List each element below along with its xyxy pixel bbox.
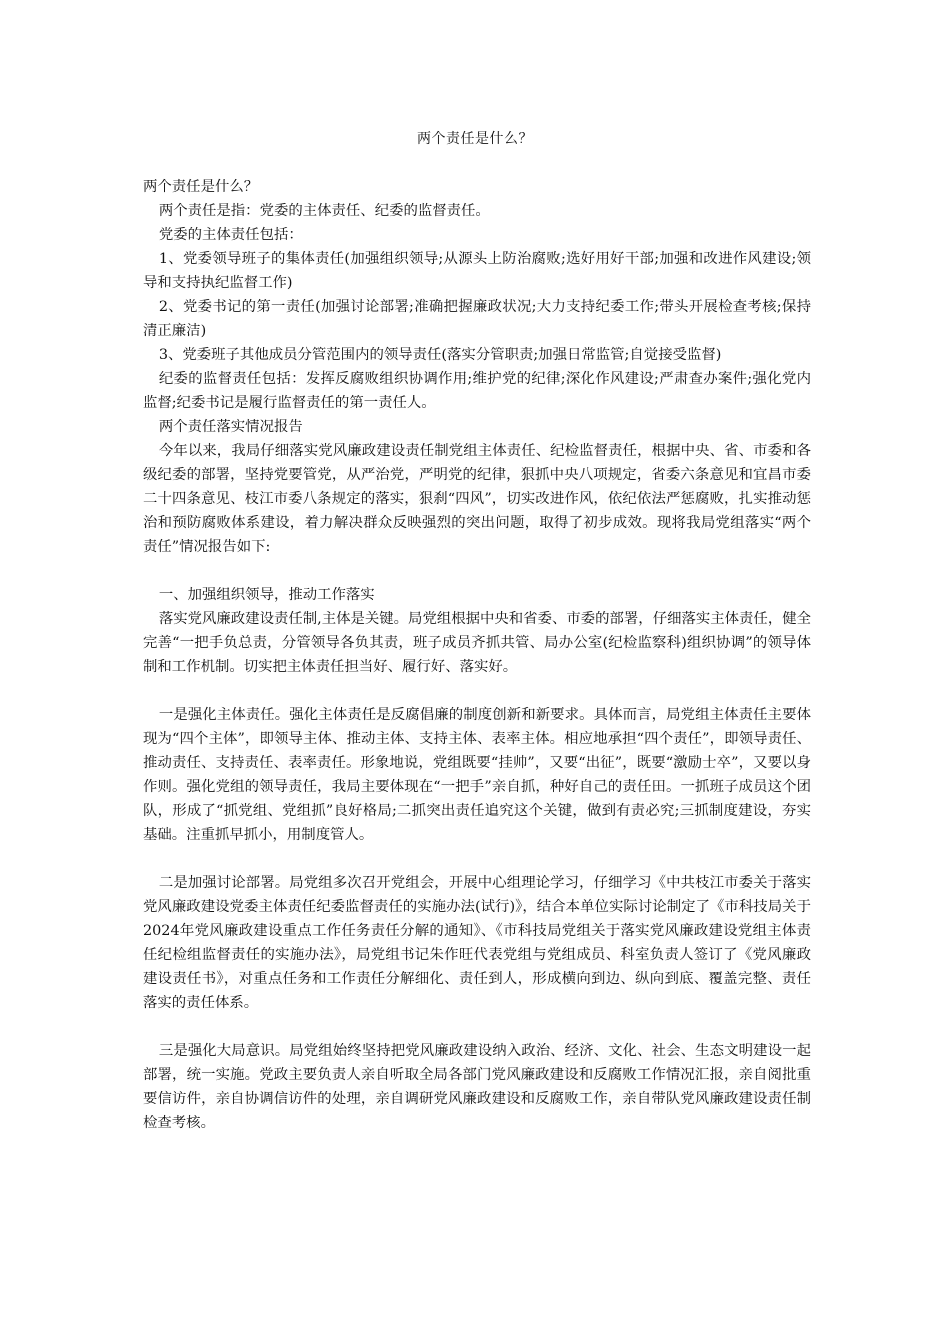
paragraph: 今年以来，我局仔细落实党风廉政建设责任制党组主体责任、纪检监督责任，根据中央、省、市委和各级纪委的部署，坚持党要管党，从严治党，严明党的纪律，狠抓中央八项规定，省委六条意见和宜昌市委二十四条意见、枝江市委八条规定的落实，狠刹“四风”，切实改进作风，依纪依法严惩腐败，扎实推动惩治和预防腐败体系建设，着力解决群众反映强烈的突出问题，取得了初步成效。现将我局党组落实“两个责任”情况报告如下: xyxy=(143,443,811,555)
paragraph: 1、党委领导班子的集体责任(加强组织领导;从源头上防治腐败;选好用好干部;加强和改进作风建设;领导和支持执纪监督工作) xyxy=(143,251,811,291)
paragraph: 两个责任是什么？ xyxy=(143,179,259,195)
paragraph: 一是强化主体责任。强化主体责任是反腐倡廉的制度创新和新要求。具体而言，局党组主体责任主要体现为“四个主体”，即领导主体、推动主体、支持主体、表率主体。相应地承担“四个责任”，即领导责任、推动责任、支持责任、表率责任。形象地说，党组既要“挂帅”，又要“出征”，既要“激励士卒”，又要以身作则。强化党组的领导责任，我局主要体现在“一把手”亲自抓，种好自己的责任田。一抓班子成员这个团队，形成了“抓党组、党组抓”良好格局;二抓突出责任追究这个关键，做到有责必究;三抓制度建设，夯实基础。注重抓早抓小，用制度管人。 xyxy=(143,707,811,843)
paragraph: 两个责任落实情况报告 xyxy=(158,419,303,435)
paragraph: 两个责任是指：党委的主体责任、纪委的监督责任。 xyxy=(158,203,490,219)
paragraph: 纪委的监督责任包括：发挥反腐败组织协调作用;维护党的纪律;深化作风建设;严肃查办案件;强化党内监督;纪委书记是履行监督责任的第一责任人。 xyxy=(143,371,811,411)
paragraph: 一、加强组织领导，推动工作落实 xyxy=(158,587,375,603)
paragraph: 落实党风廉政建设责任制,主体是关键。局党组根据中央和省委、市委的部署，仔细落实主体责任，健全完善“一把手负总责，分管领导各负其责，班子成员齐抓共管、局办公室(纪检监察科)组织协调”的领导体制和工作机制。切实把主体责任担当好、履行好、落实好。 xyxy=(143,611,811,675)
paragraph: 二是加强讨论部署。局党组多次召开党组会，开展中心组理论学习，仔细学习《中共枝江市委关于落实党风廉政建设党委主体责任纪委监督责任的实施办法(试行)》，结合本单位实际讨论制定了《市科技局关于2024年党风廉政建设重点工作任务责任分解的通知》、《市科技局党组关于落实党风廉政建设党组主体责任纪检组监督责任的实施办法》，局党组书记朱作旺代表党组与党组成员、科室负责人签订了《党风廉政建设责任书》，对重点任务和工作责任分解细化、责任到人，形成横向到边、纵向到底、覆盖完整、责任落实的责任体系。 xyxy=(143,875,811,1011)
document-body xyxy=(143,175,811,1135)
paragraph: 3、党委班子其他成员分管范围内的领导责任(落实分管职责;加强日常监管;自觉接受监督) xyxy=(158,347,722,363)
paragraph: 三是强化大局意识。局党组始终坚持把党风廉政建设纳入政治、经济、文化、社会、生态文明建设一起部署，统一实施。党政主要负责人亲自听取全局各部门党风廉政建设和反腐败工作情况汇报，亲自阅批重要信访件，亲自协调信访件的处理，亲自调研党风廉政建设和反腐败工作，亲自带队党风廉政建设责任制检查考核。 xyxy=(143,1043,811,1131)
paragraph: 党委的主体责任包括： xyxy=(158,227,303,243)
paragraph: 2、党委书记的第一责任(加强讨论部署;准确把握廉政状况;大力支持纪委工作;带头开展检查考核;保持清正廉洁) xyxy=(143,299,811,339)
document-title: 两个责任是什么？ xyxy=(417,131,533,147)
